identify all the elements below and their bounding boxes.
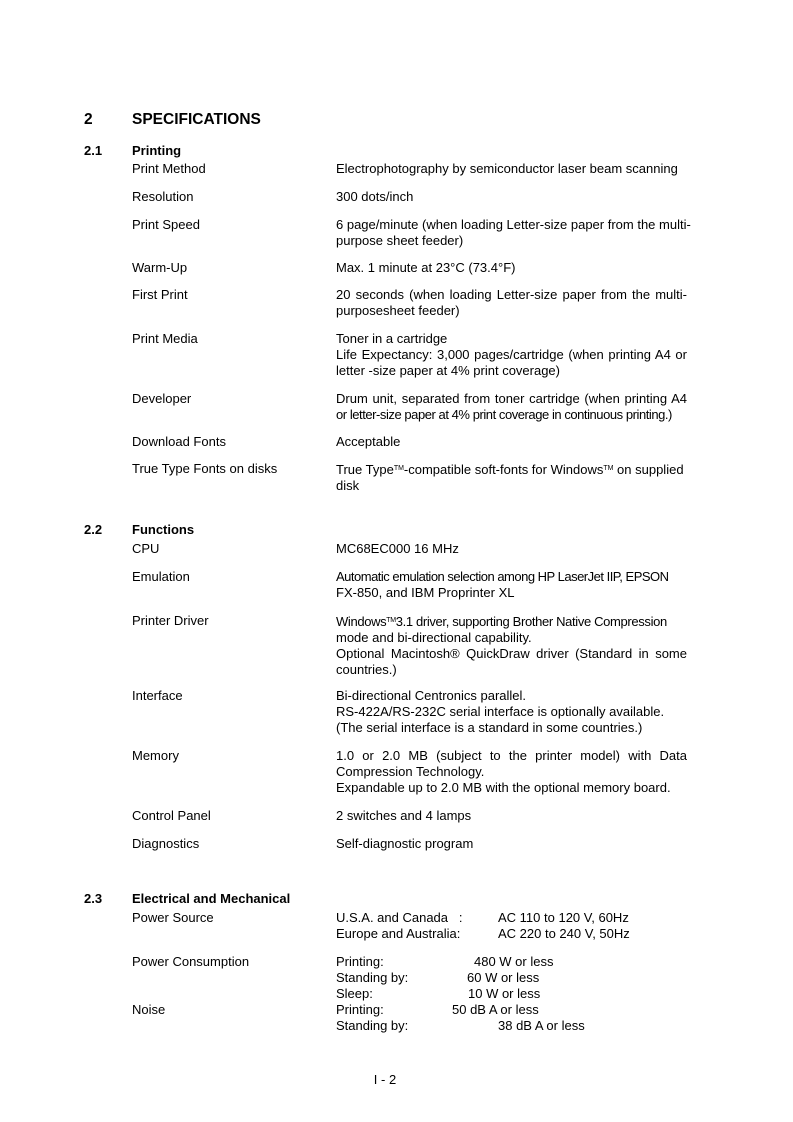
power-mode-value: 480 W or less — [474, 954, 554, 969]
spec-value-line: 1.0 or 2.0 MB (subject to the printer model) with Data — [336, 748, 687, 763]
spec-value-download-fonts — [336, 434, 687, 450]
spec-label-noise: Noise — [132, 1002, 166, 1017]
power-mode-label: Standing by: — [336, 970, 409, 985]
spec-label-cpu: CPU — [132, 541, 160, 556]
text-run: on supplied — [613, 462, 684, 477]
spec-value-line: 20 seconds (when loading Letter-size paper from the multi- — [336, 287, 687, 302]
page-number: I - 2 — [373, 1072, 397, 1087]
spec-value-print-method — [336, 161, 687, 177]
trademark-mark: TM — [603, 465, 614, 472]
spec-label-truetype-fonts: True Type Fonts on disks — [132, 461, 278, 476]
spec-value-line: Optional Macintosh® QuickDraw driver (Standard in some — [336, 646, 687, 661]
spec-label-print-speed: Print Speed — [132, 217, 200, 232]
spec-label-power-consumption: Power Consumption — [132, 954, 250, 969]
spec-value-line: Self-diagnostic program — [336, 836, 474, 851]
chapter-number: 2 — [84, 111, 93, 128]
noise-mode-label: Printing: — [336, 1002, 384, 1017]
power-source-spec: AC 220 to 240 V, 50Hz — [498, 926, 630, 941]
section-number: 2.2 — [84, 522, 103, 537]
spec-value-line: 6 page/minute (when loading Letter-size paper from the multi- — [336, 217, 691, 232]
spec-value-line: Compression Technology. — [336, 764, 485, 779]
spec-value-print-media — [336, 331, 687, 379]
spec-value-line: or letter-size paper at 4% print coverage in continuous printing.) — [336, 407, 672, 422]
power-mode-value: 10 W or less — [468, 986, 541, 1001]
section-number: 2.1 — [84, 143, 103, 158]
trademark-mark: TM — [393, 465, 404, 472]
spec-value-line: letter -size paper at 4% print coverage) — [336, 363, 560, 378]
power-mode-label: Sleep: — [336, 986, 373, 1001]
spec-label-printer-driver: Printer Driver — [132, 613, 209, 628]
text-run: True Type — [336, 462, 394, 477]
spec-value-cpu — [336, 541, 687, 557]
noise-mode-value: 38 dB A or less — [498, 1018, 585, 1033]
spec-value-first-print — [336, 287, 687, 319]
noise-mode-label: Standing by: — [336, 1018, 409, 1033]
spec-value-line: countries.) — [336, 662, 397, 677]
spec-value-line: Max. 1 minute at 23°C (73.4°F) — [336, 260, 516, 275]
chapter-title: SPECIFICATIONS — [132, 111, 261, 128]
spec-value-line: Acceptable — [336, 434, 401, 449]
spec-value-line: purposesheet feeder) — [336, 303, 460, 318]
spec-value-line: Toner in a cartridge — [336, 331, 448, 346]
spec-value-line: RS-422A/RS-232C serial interface is optionally available. — [336, 704, 665, 719]
spec-value-emulation — [336, 569, 687, 601]
power-source-region: U.S.A. and Canada : — [336, 910, 463, 925]
noise-mode-value: 50 dB A or less — [452, 1002, 539, 1017]
spec-label-first-print: First Print — [132, 287, 188, 302]
section-number: 2.3 — [84, 891, 103, 906]
spec-value-line: Electrophotography by semiconductor laser beam scanning — [336, 161, 678, 176]
spec-value-line: Life Expectancy: 3,000 pages/cartridge (when printing A4 or — [336, 347, 687, 362]
power-source-region: Europe and Australia: — [336, 926, 461, 941]
spec-label-diagnostics: Diagnostics — [132, 836, 200, 851]
spec-label-print-method: Print Method — [132, 161, 206, 176]
spec-label-emulation: Emulation — [132, 569, 190, 584]
spec-value-line: Bi-directional Centronics parallel. — [336, 688, 527, 703]
spec-value-developer — [336, 391, 687, 423]
spec-label-interface: Interface — [132, 688, 183, 703]
spec-label-developer: Developer — [132, 391, 192, 406]
spec-label-control-panel: Control Panel — [132, 808, 211, 823]
spec-value-truetype-fonts — [336, 461, 687, 494]
spec-value-print-speed — [336, 217, 691, 249]
spec-value-line: Automatic emulation selection among HP LaserJet IIP, EPSON — [336, 569, 669, 584]
spec-value-line: Drum unit, separated from toner cartridge (when printing A4 — [336, 391, 687, 406]
spec-label-print-media: Print Media — [132, 331, 198, 346]
spec-label-warm-up: Warm-Up — [132, 260, 188, 275]
spec-value-line: purpose sheet feeder) — [336, 233, 464, 248]
spec-value-memory — [336, 748, 687, 796]
power-source-spec: AC 110 to 120 V, 60Hz — [498, 910, 629, 925]
spec-value-interface — [336, 688, 687, 736]
spec-value-warm-up — [336, 260, 687, 276]
spec-value-line — [336, 613, 687, 630]
spec-value-line: MC68EC000 16 MHz — [336, 541, 459, 556]
spec-value-line: Expandable up to 2.0 MB with the optional memory board. — [336, 780, 671, 795]
spec-value-line: 2 switches and 4 lamps — [336, 808, 472, 823]
spec-label-memory: Memory — [132, 748, 179, 763]
text-run: -compatible soft-fonts for Windows — [403, 462, 604, 477]
spec-value-resolution — [336, 189, 687, 205]
spec-value-line: disk — [336, 478, 360, 493]
spec-value-diagnostics — [336, 836, 687, 852]
spec-value-line: (The serial interface is a standard in some countries.) — [336, 720, 643, 735]
spec-value-line: FX-850, and IBM Proprinter XL — [336, 585, 515, 600]
trademark-mark: TM — [386, 617, 396, 624]
section-title: Electrical and Mechanical — [132, 891, 291, 906]
spec-value-control-panel — [336, 808, 687, 824]
spec-label-power-source: Power Source — [132, 910, 214, 925]
spec-label-download-fonts: Download Fonts — [132, 434, 226, 449]
text-run: 3.1 driver, supporting Brother Native Compression — [395, 614, 667, 629]
text-run: Windows — [336, 614, 387, 629]
section-title: Functions — [132, 522, 195, 537]
spec-value-printer-driver — [336, 613, 687, 678]
spec-value-line: 300 dots/inch — [336, 189, 414, 204]
power-mode-label: Printing: — [336, 954, 384, 969]
spec-value-line: mode and bi-directional capability. — [336, 630, 532, 645]
spec-label-resolution: Resolution — [132, 189, 194, 204]
spec-value-line — [336, 461, 687, 478]
power-mode-value: 60 W or less — [467, 970, 540, 985]
section-title: Printing — [132, 143, 182, 158]
